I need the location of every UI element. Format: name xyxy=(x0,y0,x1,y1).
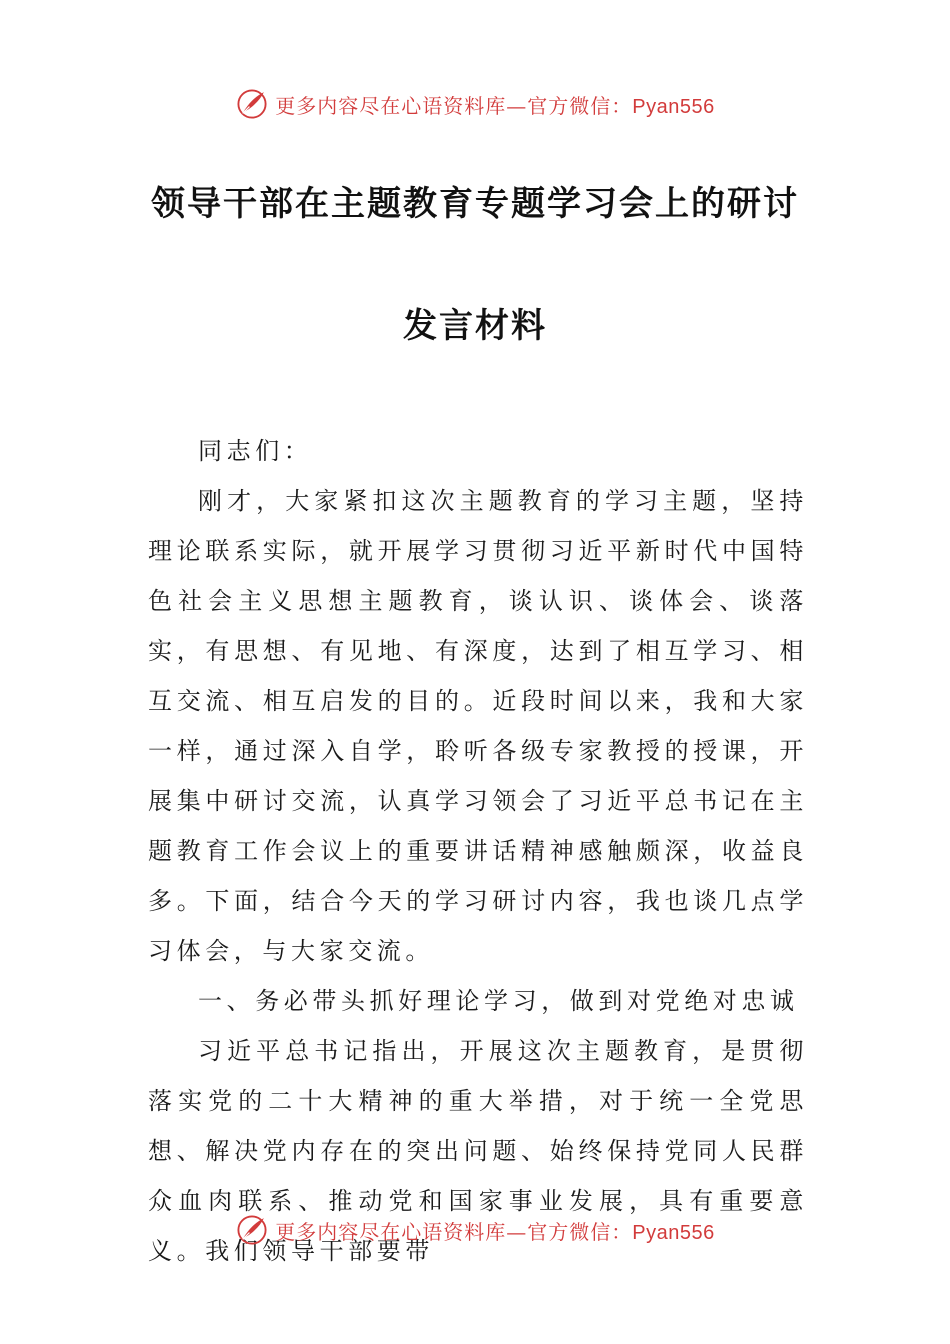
document-body xyxy=(148,426,808,1276)
document-title-line-1: 领导干部在主题教育专题学习会上的研讨 xyxy=(151,184,799,224)
watermark-wechat-id: Pyan556 xyxy=(632,1221,715,1244)
body-paragraph: 刚才，大家紧扣这次主题教育的学习主题，坚持理论联系实际，就开展学习贯彻习近平新时代中国特色社会主义思想主题教育，谈认识、谈体会、谈落实，有思想、有见地、有深度，达到了相互学习、相互交流、相互启发的目的。近段时间以来，我和大家一样，通过深入自学，聆听各级专家教授的授课，开展集中研讨交流，认真学习领会了习近平总书记在主题教育工作会议上的重要讲话精神感触颇深，收益良多。下面，结合今天的学习研讨内容，我也谈几点学习体会，与大家交流。 xyxy=(148,487,808,965)
body-paragraph: 习近平总书记指出，开展这次主题教育，是贯彻落实党的二十大精神的重大举措，对于统一全党思想、解决党内存在的突出问题、始终保持党同人民群众血肉联系、推动党和国家事业发展，具有重要意义。我们领导干部要带 xyxy=(148,1037,808,1265)
watermark-wechat-id: Pyan556 xyxy=(632,95,715,118)
salutation-paragraph: 同志们： xyxy=(198,437,313,465)
quill-pen-logo-icon xyxy=(235,1213,269,1247)
header-watermark xyxy=(0,84,950,124)
footer-watermark xyxy=(0,1210,950,1250)
document-title-line-2: 发言材料 xyxy=(403,306,547,346)
section-heading: 一、务必带头抓好理论学习，做到对党绝对忠诚 xyxy=(198,987,799,1015)
watermark-brand-text: 更多内容尽在心语资料库—官方微信： xyxy=(275,93,633,118)
quill-pen-logo-icon xyxy=(235,87,269,121)
watermark-brand-text: 更多内容尽在心语资料库—官方微信： xyxy=(275,1219,633,1244)
